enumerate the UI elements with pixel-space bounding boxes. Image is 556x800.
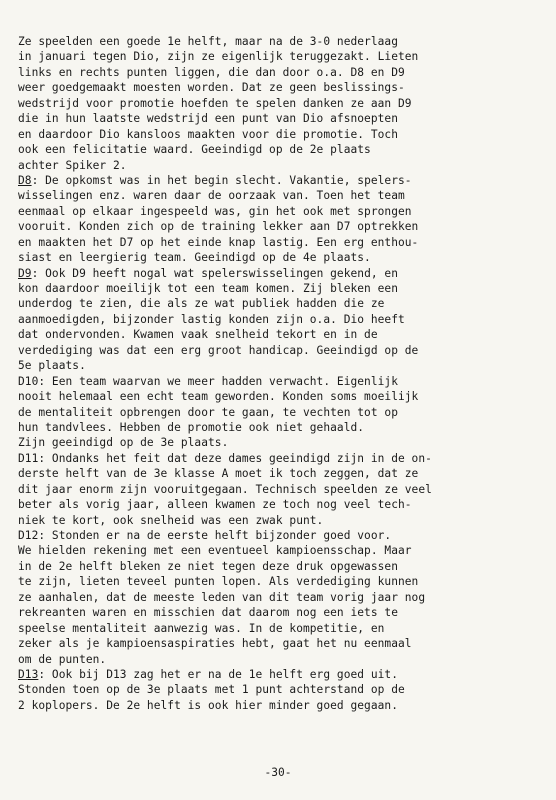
line-text: Stonden toen op de 3e plaats met 1 punt achterstand op de	[18, 683, 405, 697]
line-text: kon daardoor moeilijk tot een team komen. Zij bleken een	[18, 282, 398, 295]
line-text: dit jaar enorm zijn vooruitgegaan. Technisch speelden ze veel	[18, 482, 432, 496]
line-text: niek te kort, ook snelheid was een zwak punt.	[18, 513, 324, 527]
text-line	[18, 219, 548, 234]
text-line	[18, 312, 548, 327]
text-line	[18, 698, 548, 713]
text-line	[18, 559, 548, 574]
text-line	[18, 235, 548, 250]
text-line	[18, 65, 548, 80]
line-text: Zijn geeindigd op de 3e plaats.	[18, 436, 229, 450]
document-body	[18, 34, 548, 713]
text-line	[18, 435, 548, 450]
line-text: : Ook D9 heeft nogal wat spelerswisselingen gekend, en	[31, 266, 398, 280]
text-line	[18, 374, 548, 389]
line-text: beter als vorig jaar, alleen kwamen ze toch nog veel tech-	[18, 498, 412, 512]
line-text: om de punten.	[18, 652, 107, 666]
text-line	[18, 652, 548, 667]
text-line	[18, 34, 548, 49]
line-text: verdediging was dat een erg groot handicap. Geeindigd op de	[18, 343, 419, 357]
team-label: D13	[18, 667, 39, 681]
line-text: 2 koplopers. De 2e helft is ook hier minder goed gegaan.	[18, 698, 398, 712]
text-line	[18, 605, 548, 620]
line-text: : Ook bij D13 zag het er na de 1e helft erg goed uit.	[38, 667, 398, 681]
line-text: D11: Ondanks het feit dat deze dames geeindigd zijn in de on-	[18, 451, 432, 465]
line-text: vooruit. Konden zich op de training lekker aan D7 optrekken	[18, 220, 419, 234]
text-line	[18, 636, 548, 651]
text-line	[18, 667, 548, 682]
line-text: te zijn, lieten teveel punten lopen. Als verdediging kunnen	[18, 575, 419, 589]
text-line	[18, 358, 548, 373]
line-text: links en rechts punten liggen, die dan door o.a. D8 en D9	[18, 65, 405, 79]
line-text: de mentaliteit opbrengen door te gaan, te vechten tot op	[18, 405, 398, 419]
line-text: 5e plaats.	[18, 359, 86, 373]
text-line	[18, 389, 548, 404]
text-line	[18, 173, 548, 188]
text-line	[18, 142, 548, 157]
team-label: D9	[18, 266, 32, 280]
line-text: dat ondervonden. Kwamen vaak snelheid tekort en in de	[18, 328, 378, 342]
line-text: Ze speelden een goede 1e helft, maar na de 3-0 nederlaag	[18, 35, 398, 48]
line-text: siast en leergierig team. Geeindigd op de 4e plaats.	[18, 251, 371, 265]
line-text: in de 2e helft bleken ze niet tegen deze druk opgewassen	[18, 559, 398, 573]
line-text: D10: Een team waarvan we meer hadden verwacht. Eigenlijk	[18, 374, 398, 388]
line-text: hun tandvlees. Hebben de promotie ook niet gehaald.	[18, 420, 365, 434]
text-line	[18, 543, 548, 558]
line-text: We hielden rekening met een eventueel kampioensschap. Maar	[18, 544, 412, 558]
text-line	[18, 513, 548, 528]
text-line	[18, 296, 548, 311]
text-line	[18, 96, 548, 111]
line-text: aanmoedigden, bijzonder lastig konden zijn o.a. Dio heeft	[18, 312, 405, 326]
text-line	[18, 482, 548, 497]
line-text: weer goedgemaakt moesten worden. Dat ze geen beslissings-	[18, 81, 405, 95]
text-line	[18, 188, 548, 203]
line-text: : De opkomst was in het begin slecht. Vakantie, spelers-	[31, 173, 412, 187]
line-text: en maakten het D7 op het einde knap lastig. Een erg enthou-	[18, 235, 419, 249]
text-line	[18, 343, 548, 358]
line-text: speelse mentaliteit aanwezig was. In de kompetitie, en	[18, 621, 385, 635]
page-number: -30-	[264, 766, 292, 779]
text-line	[18, 621, 548, 636]
text-line	[18, 127, 548, 142]
text-line	[18, 80, 548, 95]
line-text: achter Spiker 2.	[18, 158, 127, 172]
line-text: wedstrijd voor promotie hoefden te spelen danken ze aan D9	[18, 96, 412, 110]
text-line	[18, 590, 548, 605]
line-text: eenmaal op elkaar ingespeeld was, gin het ook met sprongen	[18, 204, 412, 218]
team-label: D8	[18, 173, 32, 187]
line-text: D12: Stonden er na de eerste helft bijzonder goed voor.	[18, 529, 392, 542]
line-text: en daardoor Dio kansloos maakten voor die promotie. Toch	[18, 127, 398, 141]
text-line	[18, 158, 548, 173]
text-line	[18, 327, 548, 342]
text-line	[18, 204, 548, 219]
line-text: underdog te zien, die als ze wat publiek hadden die ze	[18, 297, 385, 311]
text-line	[18, 451, 548, 466]
line-text: die in hun laatste wedstrijd een punt van Dio afsnoepten	[18, 112, 398, 126]
text-line	[18, 281, 548, 296]
text-line	[18, 574, 548, 589]
text-line	[18, 250, 548, 265]
line-text: wisselingen enz. waren daar de oorzaak van. Toen het team	[18, 189, 405, 203]
text-line	[18, 420, 548, 435]
text-line	[18, 111, 548, 126]
line-text: zeker als je kampioensaspiraties hebt, gaat het nu eenmaal	[18, 637, 412, 651]
line-text: nooit helemaal een echt team geworden. Konden soms moeilijk	[18, 390, 419, 404]
text-line	[18, 497, 548, 512]
text-line	[18, 266, 548, 281]
line-text: derste helft van de 3e klasse A moet ik toch zeggen, dat ze	[18, 467, 419, 481]
line-text: ook een felicitatie waard. Geeindigd op de 2e plaats	[18, 143, 371, 157]
line-text: ze aanhalen, dat de meeste leden van dit team vorig jaar nog	[18, 590, 426, 604]
line-text: in januari tegen Dio, zijn ze eigenlijk teruggezakt. Lieten	[18, 50, 419, 64]
text-line	[18, 466, 548, 481]
line-text: rekreanten waren en misschien dat daarom nog een iets te	[18, 606, 398, 620]
text-line	[18, 405, 548, 420]
text-line	[18, 528, 548, 543]
text-line	[18, 682, 548, 697]
text-line	[18, 49, 548, 64]
